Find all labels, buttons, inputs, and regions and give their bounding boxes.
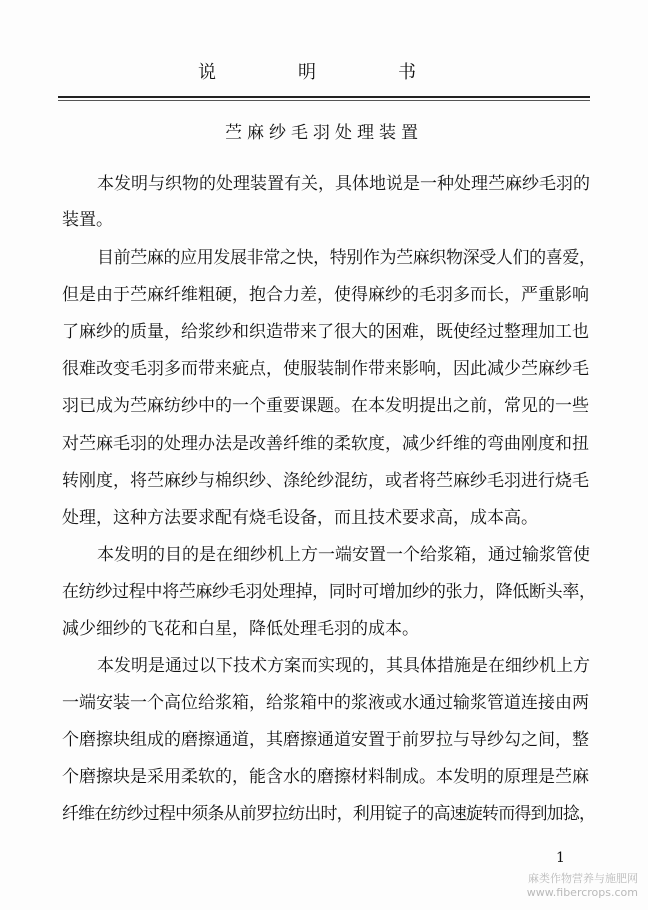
header-rule <box>58 96 590 98</box>
body-line: 纤维在纺纱过程中须条从前罗拉纺出时，利用锭子的高速旋转而得到加捻， <box>62 804 596 824</box>
body-line: 本发明是通过以下技术方案而实现的，其具体措施是在细纱机上方 <box>97 656 590 676</box>
body-line: 本发明的目的是在细纱机上方一端安置一个给浆箱，通过输浆管使 <box>97 545 590 565</box>
document-title: 苎麻纱毛羽处理装置 <box>225 123 423 143</box>
body-line: 减少细纱的飞花和白星，降低处理毛羽的成本。 <box>62 619 419 639</box>
header-char-2: 明 <box>298 62 318 83</box>
site-watermark <box>527 872 638 900</box>
body-line: 但是由于苎麻纤维粗硬，抱合力差，使得麻纱的毛羽多而长，严重影响 <box>62 285 589 305</box>
body-line: 在纺纱过程中将苎麻纱毛羽处理掉，同时可增加纱的张力，降低断头率， <box>62 582 596 602</box>
page-number: 1 <box>556 850 565 866</box>
body-line: 目前苎麻的应用发展非常之快，特别作为苎麻织物深受人们的喜爱， <box>97 248 596 268</box>
header-char-1: 说 <box>198 62 218 83</box>
body-line: 装置。 <box>62 210 113 230</box>
watermark-line-2: www.fibercrops.com <box>526 886 638 899</box>
body-line: 了麻纱的质量，给浆纱和织造带来了很大的困难，既使经过整理加工也 <box>62 322 589 342</box>
page-header <box>190 58 430 86</box>
body-line: 很难改变毛羽多而带来疵点，使服装制作带来影响，因此减少苎麻纱毛 <box>62 359 589 379</box>
header-char-3: 书 <box>398 62 418 83</box>
body-line: 一端安装一个高位给浆箱，给浆箱中的浆液或水通过输浆管道连接由两 <box>62 693 589 713</box>
body-line: 转刚度，将苎麻纱与棉织纱、涤纶纱混纺，或者将苎麻纱毛羽进行烧毛 <box>62 471 589 491</box>
header-rule-secondary <box>58 100 590 101</box>
body-line: 个磨擦块是采用柔软的，能含水的磨擦材料制成。本发明的原理是苎麻 <box>62 767 589 787</box>
body-line: 对苎麻毛羽的处理办法是改善纤维的柔软度，减少纤维的弯曲刚度和扭 <box>62 434 589 454</box>
body-line: 处理，这种方法要求配有烧毛设备，而且技术要求高，成本高。 <box>62 508 538 528</box>
body-line: 个磨擦块组成的磨擦通道，其磨擦通道安置于前罗拉与导纱勾之间，整 <box>62 730 589 750</box>
body-line: 羽已成为苎麻纺纱中的一个重要课题。在本发明提出之前，常见的一些 <box>62 396 589 416</box>
watermark-line-1: 麻类作物营养与施肥网 <box>528 872 638 885</box>
body-line: 本发明与织物的处理装置有关，具体地说是一种处理苎麻纱毛羽的 <box>97 174 590 194</box>
